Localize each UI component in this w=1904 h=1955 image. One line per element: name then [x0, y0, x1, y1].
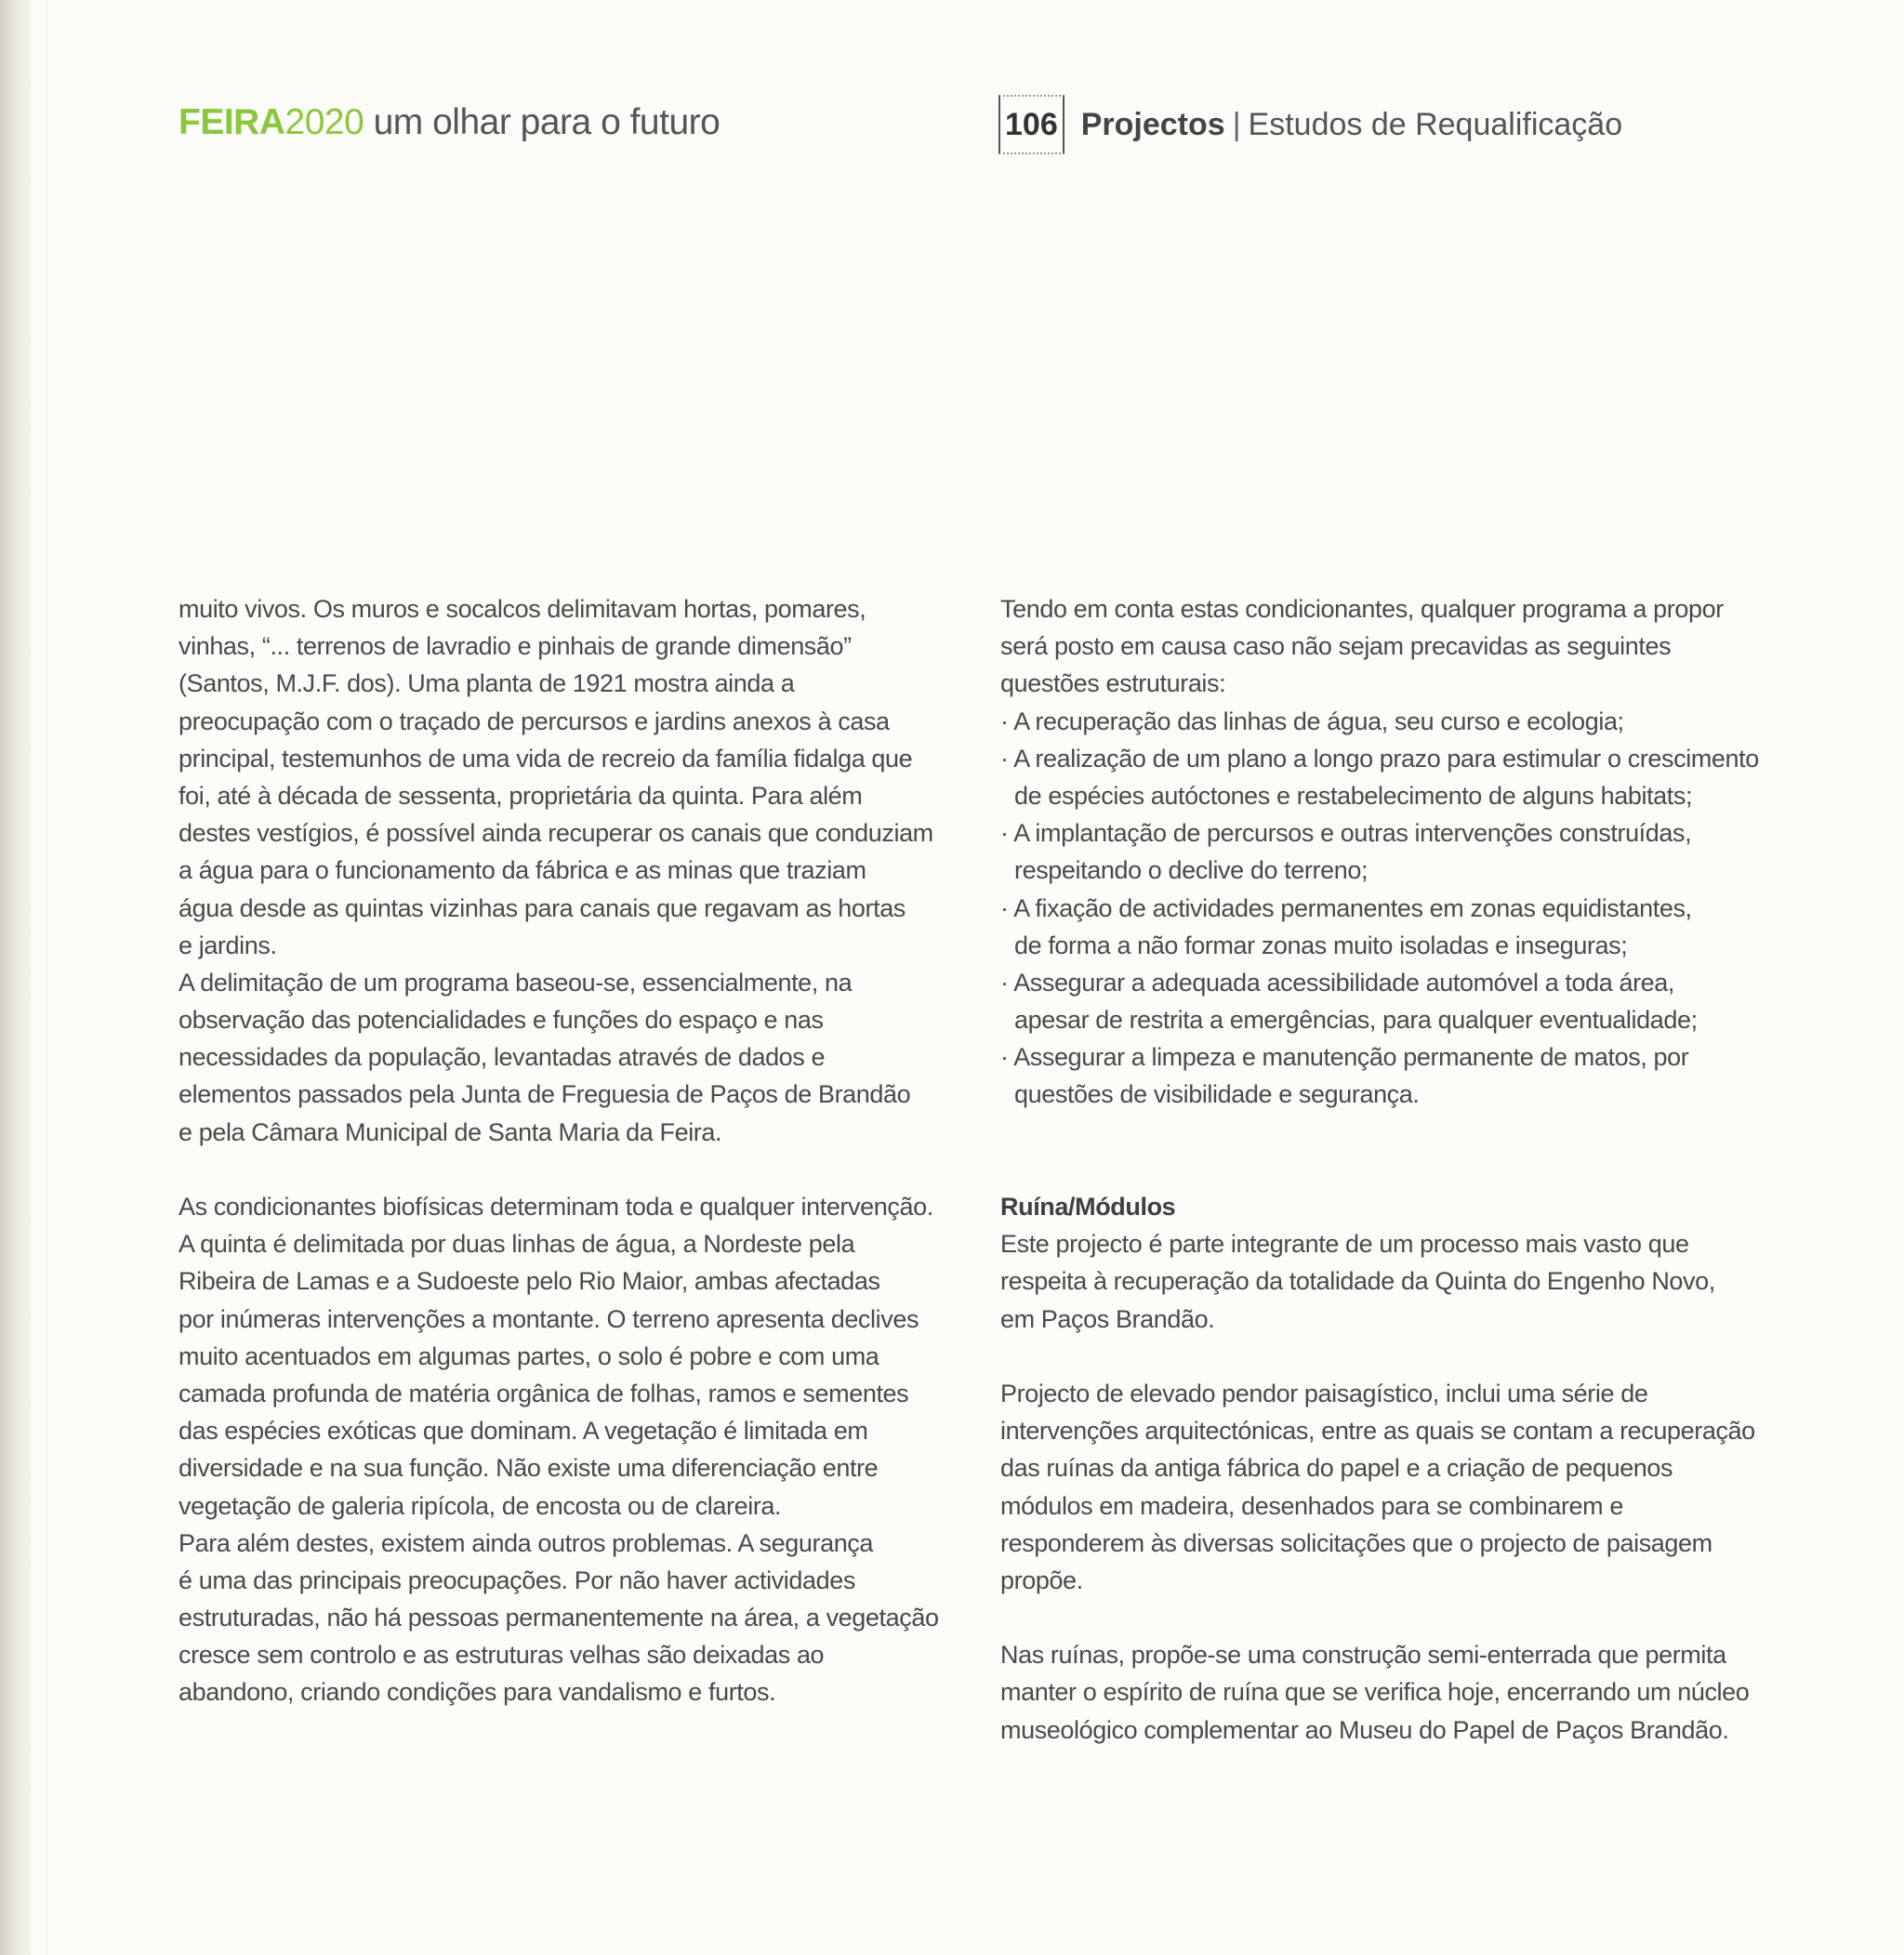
text-line: muito vivos. Os muros e socalcos delimitavam hortas, pomares, — [178, 595, 866, 623]
text-line: intervenções arquitectónicas, entre as quais se contam a recuperação — [1000, 1417, 1755, 1446]
text-line: principal, testemunhos de uma vida de recreio da família fidalga que — [178, 744, 913, 773]
text-line: manter o espírito de ruína que se verifica hoje, encerrando um núcleo — [1000, 1678, 1750, 1707]
text-line: é uma das principais preocupações. Por não haver actividades — [178, 1565, 855, 1594]
text-line: Projecto de elevado pendor paisagístico, inclui uma série de — [1000, 1379, 1648, 1407]
text-line: e jardins. — [178, 931, 277, 959]
brand-year: 2020 — [284, 102, 364, 142]
bullet-item: · Assegurar a adequada acessibilidade automóvel a toda área, — [1000, 968, 1674, 997]
text-line: Nas ruínas, propõe-se uma construção semi-enterrada que permita — [1000, 1641, 1726, 1670]
text-line: museológico complementar ao Museu do Papel de Paços Brandão. — [1000, 1715, 1729, 1744]
bullet-item: · A realização de um plano a longo prazo para estimular o crescimento — [1000, 744, 1759, 773]
running-header-title — [178, 100, 720, 145]
text-line: e pela Câmara Municipal de Santa Maria da Feira. — [178, 1117, 722, 1146]
bullet-continuation: respeitando o declive do terreno; — [1014, 856, 1368, 885]
running-header-section — [998, 95, 1622, 154]
text-line: responderem às diversas solicitações que o projecto de paisagem — [1000, 1528, 1712, 1557]
section-separator: | — [1232, 107, 1241, 142]
text-line: módulos em madeira, desenhados para se combinarem e — [1000, 1491, 1623, 1520]
text-line: camada profunda de matéria orgânica de folhas, ramos e sementes — [178, 1379, 909, 1407]
text-line: será posto em causa caso não sejam precavidas as seguintes — [1000, 632, 1672, 661]
text-line: vinhas, “... terrenos de lavradio e pinhais de grande dimensão” — [178, 632, 852, 661]
publication-subtitle: um olhar para o futuro — [364, 102, 721, 142]
section-subtitle: Estudos de Requalificação — [1248, 107, 1623, 142]
text-line: água desde as quintas vizinhas para canais que regavam as hortas — [178, 893, 906, 922]
text-line: necessidades da população, levantadas através de dados e — [178, 1043, 826, 1072]
text-line: foi, até à década de sessenta, proprietária da quinta. Para além — [178, 781, 863, 810]
text-line: A delimitação de um programa baseou-se, essencialmente, na — [178, 968, 853, 997]
brand-name: FEIRA — [178, 102, 285, 142]
paragraph-gap — [1000, 1338, 1772, 1375]
bullet-item: · Assegurar a limpeza e manutenção permanente de matos, por — [1000, 1043, 1689, 1072]
section-heading: Ruína/Módulos — [1000, 1193, 1176, 1221]
right-text-column — [1000, 590, 1772, 1749]
bullet-item: · A recuperação das linhas de água, seu curso e ecologia; — [1000, 707, 1624, 735]
page-edge-line — [46, 0, 47, 1955]
paragraph-gap — [1000, 1151, 1772, 1188]
text-line: Ribeira de Lamas e a Sudoeste pelo Rio Maior, ambas afectadas — [178, 1267, 880, 1296]
bullet-continuation: questões de visibilidade e segurança. — [1014, 1080, 1420, 1109]
text-line: vegetação de galeria ripícola, de encosta ou de clareira. — [178, 1491, 782, 1520]
section-title: Projectos — [1080, 107, 1225, 142]
left-text-column — [178, 590, 950, 1711]
bullet-continuation: de forma a não formar zonas muito isoladas e inseguras; — [1014, 931, 1628, 959]
bullet-continuation: apesar de restrita a emergências, para qualquer eventualidade; — [1014, 1006, 1698, 1035]
text-line: a água para o funcionamento da fábrica e as minas que traziam — [178, 856, 866, 885]
text-line: A quinta é delimitada por duas linhas de água, a Nordeste pela — [178, 1230, 855, 1259]
bullet-item: · A fixação de actividades permanentes em zonas equidistantes, — [1000, 893, 1692, 922]
text-line: propõe. — [1000, 1565, 1083, 1594]
text-line: por inúmeras intervenções a montante. O terreno apresenta declives — [178, 1304, 919, 1333]
page-number: 106 — [998, 95, 1064, 154]
text-line: observação das potencialidades e funções do espaço e nas — [178, 1006, 824, 1035]
paragraph-gap — [1000, 1599, 1772, 1636]
bullet-continuation: de espécies autóctones e restabelecimento de alguns habitats; — [1014, 781, 1693, 810]
text-line: preocupação com o traçado de percursos e jardins anexos à casa — [178, 707, 890, 735]
text-line: das espécies exóticas que dominam. A vegetação é limitada em — [178, 1417, 868, 1446]
text-line: estruturadas, não há pessoas permanentemente na área, a vegetação — [178, 1604, 939, 1632]
text-line: muito acentuados em algumas partes, o solo é pobre e com uma — [178, 1341, 879, 1370]
text-line: diversidade e na sua função. Não existe uma diferenciação entre — [178, 1454, 879, 1483]
text-line: destes vestígios, é possível ainda recuperar os canais que conduziam — [178, 819, 933, 848]
text-line: Para além destes, existem ainda outros problemas. A segurança — [178, 1528, 874, 1557]
book-binding-shadow — [0, 0, 32, 1955]
text-line: das ruínas da antiga fábrica do papel e a criação de pequenos — [1000, 1454, 1673, 1483]
text-line: elementos passados pela Junta de Freguesia de Paços de Brandão — [178, 1080, 911, 1109]
text-line: abandono, criando condições para vandalismo e furtos. — [178, 1678, 776, 1707]
text-line: Tendo em conta estas condicionantes, qualquer programa a propor — [1000, 595, 1724, 623]
text-line: respeita à recuperação da totalidade da Quinta do Engenho Novo, — [1000, 1267, 1715, 1296]
paragraph-gap — [178, 1151, 950, 1188]
text-line: em Paços Brandão. — [1000, 1304, 1215, 1333]
text-line: cresce sem controlo e as estruturas velhas são deixadas ao — [178, 1641, 825, 1670]
text-line: questões estruturais: — [1000, 669, 1226, 698]
paragraph-gap — [1000, 1114, 1772, 1151]
bullet-item: · A implantação de percursos e outras intervenções construídas, — [1000, 819, 1692, 848]
text-line: (Santos, M.J.F. dos). Uma planta de 1921 mostra ainda a — [178, 669, 795, 698]
text-line: As condicionantes biofísicas determinam toda e qualquer intervenção. — [178, 1193, 933, 1221]
text-line: Este projecto é parte integrante de um processo mais vasto que — [1000, 1230, 1689, 1259]
